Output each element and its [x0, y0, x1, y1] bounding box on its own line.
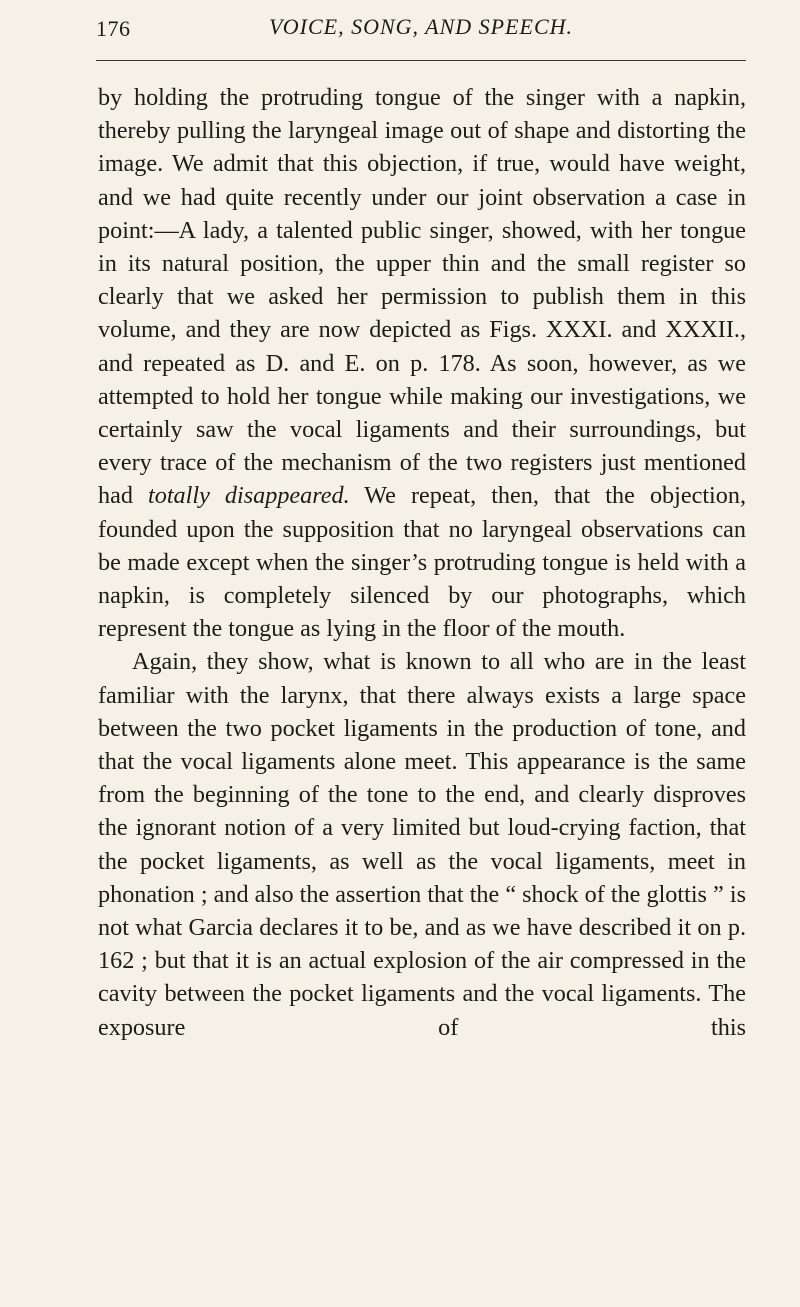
page-number: 176 [96, 16, 131, 41]
page-header [96, 14, 746, 48]
paragraph-1-text-a: by holding the protruding tongue of the singer with a napkin, thereby pulling the laryngeal image out of shape and distorting the image. We admit that this objection, if true, would have weight, and we had quite recently under our joint observation a case in point:—A lady, a talented public singer, showed, with her tongue in its natural position, the upper thin and the small register so clearly that we asked her permission to publish them in this volume, and they are now depicted as Figs. XXXI. and XXXII., and repeated as D. and E. on p. 178. As soon, however, as we attempted to hold her tongue while making our investigations, we certainly saw the vocal ligaments and their surroundings, but every trace of the mechanism of the two registers just mentioned had [98, 84, 746, 510]
paragraph-2: Again, they show, what is known to all who are in the least familiar with the larynx, that there always exists a large space between the two pocket ligaments in the production of tone, and that the vocal ligaments alone meet. This appearance is the same from the beginning of the tone to the end, and clearly disproves the ignorant notion of a very limited but loud-crying faction, that the pocket ligaments, as well as the vocal ligaments, meet in phonation ; and also the assertion that the “ shock of the glottis ” is not what Garcia declares it to be, and as we have described it on p. 162 ; but that it is an actual explosion of the air compressed in the cavity between the pocket ligaments and the vocal ligaments. The exposure of this [98, 648, 746, 1041]
body-text [98, 81, 746, 1044]
paragraph-1-emphasis: totally disappeared. [148, 482, 350, 510]
paragraph-1 [98, 81, 746, 645]
header-rule [96, 60, 746, 61]
running-title: VOICE, SONG, AND SPEECH. [268, 14, 574, 39]
paragraph-1-text-b: We repeat, then, that the objection, founded upon the supposition that no laryngeal observations can be made except when the singer’s protruding tongue is held with a napkin, is completely silenced by our photographs, which represent the tongue as lying in the floor of the mouth. [98, 482, 746, 643]
